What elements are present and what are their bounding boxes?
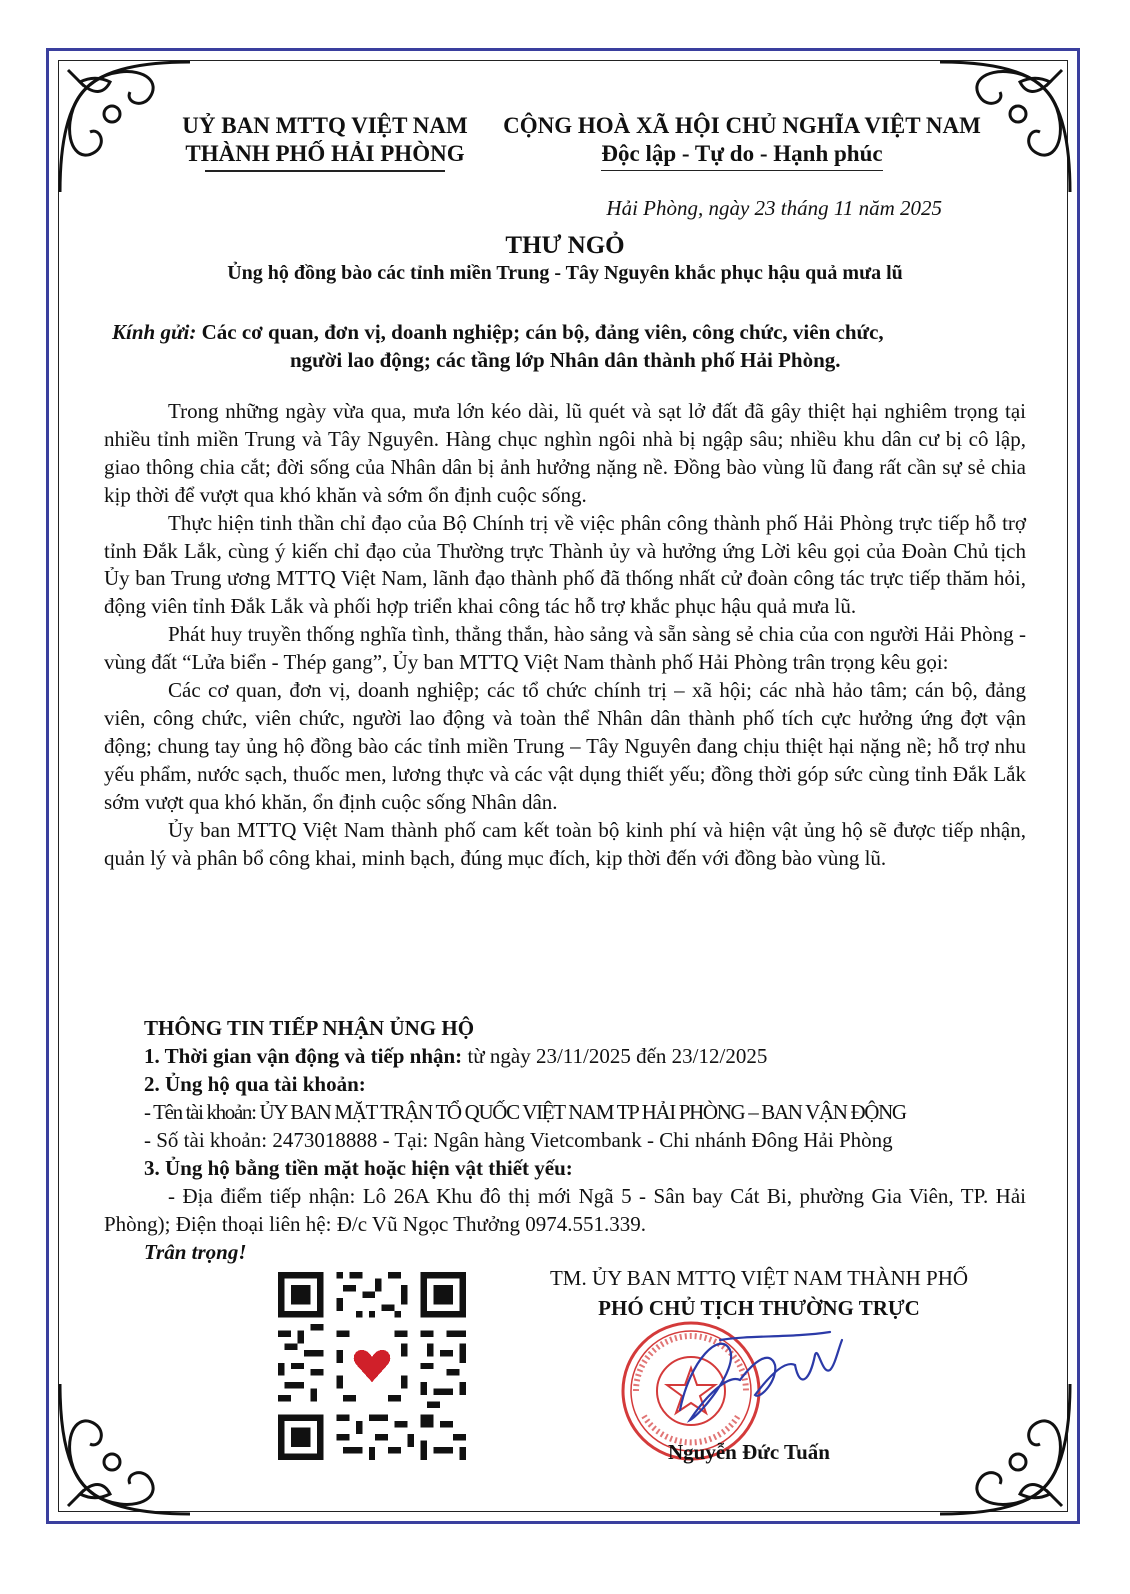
issuer-line-1: UỶ BAN MTTQ VIỆT NAM xyxy=(182,113,468,138)
body-paragraph: Trong những ngày vừa qua, mưa lớn kéo dài, lũ quét và sạt lở đất đã gây thiệt hại nghiêm trọng tại nhiều tỉnh miền Trung và Tây Nguyên. Hàng chục nghìn ngôi nhà bị ngập sâu; nhiều khu dân cư bị cô lập, giao thông chia cắt; đời sống của Nhân dân bị ảnh hưởng nặng nề. Đồng bào vùng lũ đang rất cần sự sẻ chia kịp thời để vượt qua khó khăn và sớm ổn định cuộc sống. xyxy=(104,399,1026,507)
signatory-name: Nguyễn Đức Tuấn xyxy=(668,1440,830,1464)
issuer-underline xyxy=(205,170,445,172)
national-motto: Độc lập - Tự do - Hạnh phúc xyxy=(601,140,882,171)
issuer-block xyxy=(160,112,490,172)
addressee-block xyxy=(112,318,1032,374)
signatory-role: PHÓ CHỦ TỊCH THƯỜNG TRỰC xyxy=(598,1296,920,1320)
donation-info-heading: THÔNG TIN TIẾP NHẬN ỦNG HỘ xyxy=(144,1016,475,1040)
document-date: Hải Phòng, ngày 23 tháng 11 năm 2025 xyxy=(606,196,942,220)
body-paragraph: Ủy ban MTTQ Việt Nam thành phố cam kết toàn bộ kinh phí và hiện vật ủng hộ sẽ được tiếp nhận, quản lý và phân bổ công khai, minh bạch, đúng mục đích, kịp thời đến với đồng bào vùng lũ. xyxy=(104,817,1026,870)
body-paragraph: Thực hiện tinh thần chỉ đạo của Bộ Chính trị về việc phân công thành phố Hải Phòng trực tiếp hỗ trợ tỉnh Đắk Lắk, cùng ý kiến chỉ đạo của Thường trực Thành ủy và hưởng ứng Lời kêu gọi của Đoàn Chủ tịch Ủy ban Trung ương MTTQ Việt Nam, lãnh đạo thành phố đã thống nhất cử đoàn công tác trực tiếp thăm hỏi, động viên tỉnh Đắk Lắk và phối hợp triển khai công tác hỗ trợ khắc phục hậu quả mưa lũ. xyxy=(104,510,1026,619)
signatory-on-behalf: TM. ỦY BAN MTTQ VIỆT NAM THÀNH PHỐ xyxy=(549,1266,969,1290)
addressee-line-2: người lao động; các tầng lớp Nhân dân thành phố Hải Phòng. xyxy=(290,348,841,372)
drop-off-address: - Địa điểm tiếp nhận: Lô 26A Khu đô thị mới Ngã 5 - Sân bay Cát Bi, phường Gia Viên, TP. Hải Phòng); Điện thoại liên hệ: Đ/c Vũ Ngọc Thưởng 0974.551.339. xyxy=(104,1184,1026,1236)
issuer-line-2: THÀNH PHỐ HẢI PHÒNG xyxy=(185,141,465,166)
account-name: - Tên tài khoản: ỦY BAN MẶT TRẬN TỔ QUỐC VIỆT NAM TP HẢI PHÒNG – BAN VẬN ĐỘNG xyxy=(144,1100,906,1124)
national-heading xyxy=(482,112,1002,171)
nation-name: CỘNG HOÀ XÃ HỘI CHỦ NGHĨA VIỆT NAM xyxy=(503,113,981,138)
closing-phrase: Trân trọng! xyxy=(144,1240,247,1264)
bank-transfer-heading: 2. Ủng hộ qua tài khoản: xyxy=(144,1072,366,1096)
corner-ornament-icon xyxy=(930,1374,1080,1524)
in-kind-heading: 3. Ủng hộ bằng tiền mặt hoặc hiện vật thiết yếu: xyxy=(144,1156,573,1180)
donation-info xyxy=(104,1014,1026,1266)
corner-ornament-icon xyxy=(50,1374,200,1524)
qr-code-icon[interactable] xyxy=(278,1272,466,1460)
campaign-period-value: từ ngày 23/11/2025 đến 23/12/2025 xyxy=(467,1044,768,1068)
campaign-period-label: 1. Thời gian vận động và tiếp nhận: xyxy=(144,1044,463,1068)
letter-body xyxy=(104,398,1026,872)
handwritten-signature-icon xyxy=(660,1320,850,1440)
document-subtitle: Ủng hộ đồng bào các tỉnh miền Trung - Tây Nguyên khắc phục hậu quả mưa lũ xyxy=(227,262,903,284)
addressee-line-1: Các cơ quan, đơn vị, doanh nghiệp; cán bộ, đảng viên, công chức, viên chức, xyxy=(201,320,884,344)
campaign-period xyxy=(104,1042,1026,1070)
addressee-label: Kính gửi: xyxy=(112,320,197,344)
body-paragraph: Phát huy truyền thống nghĩa tình, thẳng thắn, hào sảng và sẵn sàng sẻ chia của con người Hải Phòng - vùng đất “Lửa biển - Thép gang”, Ủy ban MTTQ Việt Nam thành phố Hải Phòng trân trọng kêu gọi: xyxy=(104,622,1026,675)
document-title: THƯ NGỎ xyxy=(505,232,625,259)
account-number: - Số tài khoản: 2473018888 - Tại: Ngân hàng Vietcombank - Chi nhánh Đông Hải Phòng xyxy=(144,1128,893,1152)
body-paragraph: Các cơ quan, đơn vị, doanh nghiệp; các tổ chức chính trị – xã hội; các nhà hảo tâm; cán bộ, đảng viên, công chức, viên chức, người lao động và toàn thể Nhân dân thành phố tích cực hưởng ứng đợt vận động; chung tay ủng hộ đồng bào các tỉnh miền Trung – Tây Nguyên đang chịu thiệt hại nặng nề; hỗ trợ nhu yếu phẩm, nước sạch, thuốc men, lương thực và các vật dụng thiết yếu; đồng thời góp sức cùng tỉnh Đắk Lắk sớm vượt qua khó khăn, ổn định cuộc sống Nhân dân. xyxy=(104,678,1026,814)
